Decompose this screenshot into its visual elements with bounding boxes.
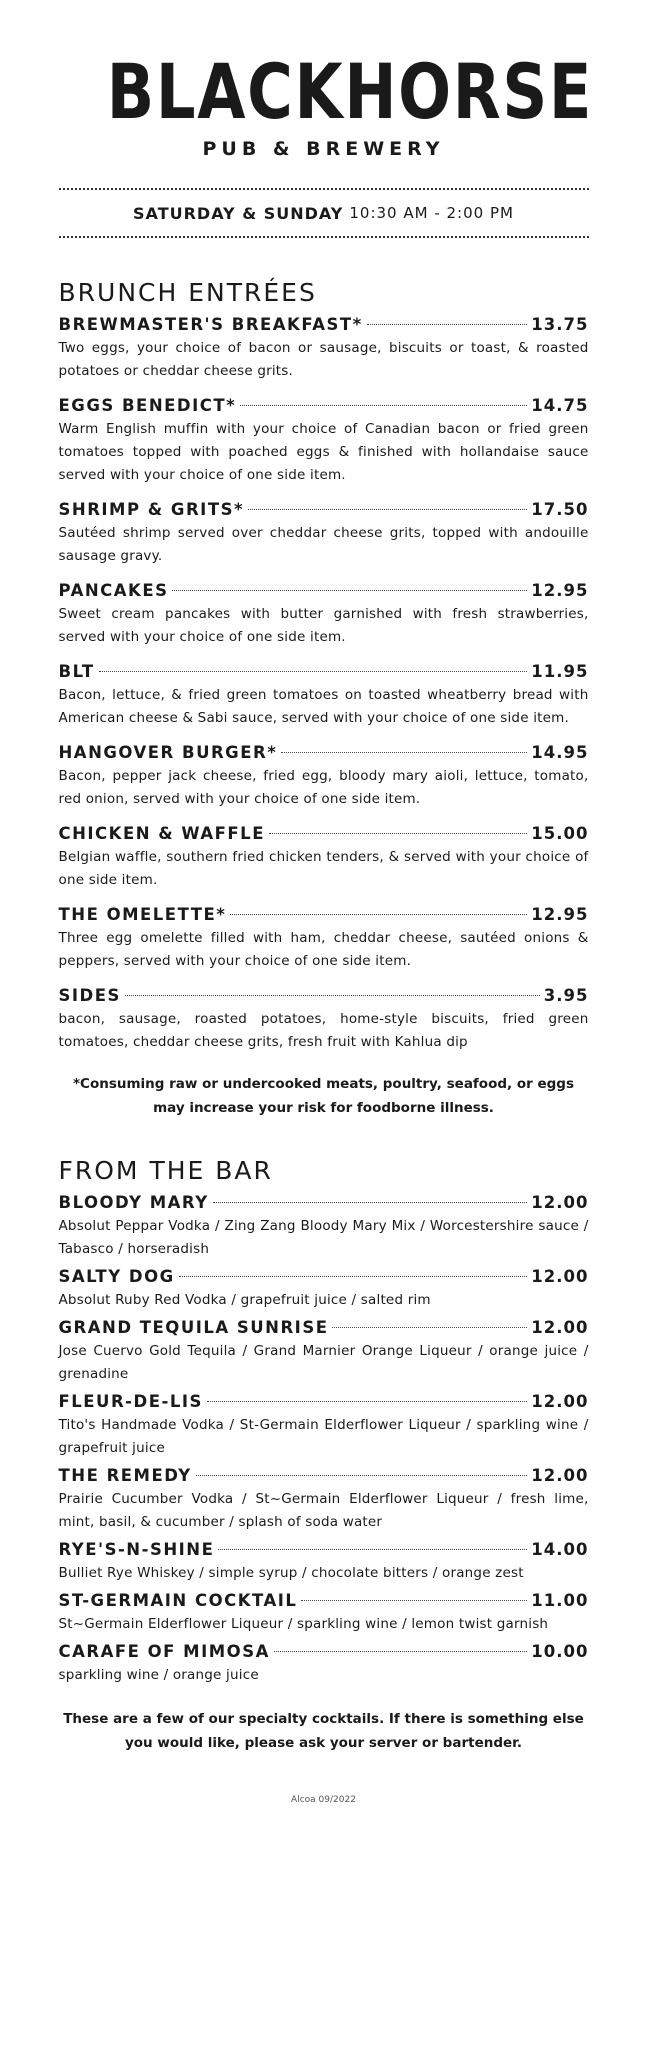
hours-time: 10:30 AM - 2:00 PM	[349, 204, 514, 222]
menu-item-price: 10.00	[531, 1642, 589, 1661]
menu-item-description: Warm English muffin with your choice of Canadian bacon or fried green tomatoes topped with poached eggs & finished with hollandaise sauce served with your choice of one side item.	[58, 421, 589, 483]
menu-item	[59, 313, 589, 383]
menu-item-name: SIDES	[58, 986, 121, 1005]
menu-item-header	[59, 741, 589, 765]
menu-item-description: sparkling wine / orange juice	[58, 1667, 259, 1683]
menu-page	[58, 47, 593, 1805]
dot-leader	[172, 590, 527, 591]
dot-leader	[179, 1276, 528, 1277]
dot-leader	[301, 1600, 527, 1601]
menu-item-header	[59, 1390, 589, 1414]
menu-item-name: CARAFE OF MIMOSA	[58, 1642, 270, 1661]
menu-item-price: 3.95	[543, 986, 589, 1005]
brunch-items	[59, 313, 589, 1054]
menu-item-header	[59, 394, 589, 418]
menu-item-description: bacon, sausage, roasted potatoes, home-style biscuits, fried green tomatoes, cheddar cheese grits, fresh fruit with Kahlua dip	[58, 1011, 589, 1050]
menu-item-price: 11.95	[531, 662, 589, 681]
menu-item	[59, 984, 589, 1054]
menu-item-price: 12.95	[531, 581, 589, 600]
menu-item-header	[59, 903, 589, 927]
menu-item-description: Bulliet Rye Whiskey / simple syrup / chocolate bitters / orange zest	[58, 1565, 524, 1581]
menu-item-header	[59, 1640, 589, 1664]
menu-item	[59, 1538, 589, 1585]
section-title-bar: FROM THE BAR	[58, 1156, 273, 1185]
logo-subtitle: PUB & BREWERY	[202, 138, 445, 160]
menu-item	[59, 660, 589, 730]
menu-item-name: CHICKEN & WAFFLE	[58, 824, 265, 843]
dot-leader	[99, 671, 528, 672]
menu-item-price: 12.00	[531, 1267, 589, 1286]
menu-item-header	[59, 1191, 589, 1215]
dot-leader	[218, 1549, 527, 1550]
menu-item-name: PANCAKES	[58, 581, 169, 600]
menu-item	[59, 903, 589, 973]
menu-item-description: Sweet cream pancakes with butter garnished with fresh strawberries, served with your choice of one side item.	[58, 606, 589, 645]
menu-item-name: EGGS BENEDICT*	[58, 396, 237, 415]
menu-item-price: 15.00	[531, 824, 589, 843]
menu-item-description: Sautéed shrimp served over cheddar cheese grits, topped with andouille sausage gravy.	[58, 525, 589, 564]
cocktail-note: These are a few of our specialty cocktails. If there is something else you would like, please ask your server or bartender.	[63, 1711, 584, 1751]
menu-item-price: 17.50	[531, 500, 589, 519]
menu-item-header	[59, 579, 589, 603]
menu-item-description: Three egg omelette filled with ham, cheddar cheese, sautéed onions & peppers, served with your choice of one side item.	[58, 930, 589, 969]
bar-items	[59, 1191, 589, 1687]
menu-item	[59, 1265, 589, 1312]
foodborne-illness-note: *Consuming raw or undercooked meats, poultry, seafood, or eggs may increase your risk for foodborne illness.	[72, 1076, 574, 1116]
menu-item-description: Bacon, pepper jack cheese, fried egg, bloody mary aioli, lettuce, tomato, red onion, served with your choice of one side item.	[58, 768, 589, 807]
menu-item-name: THE OMELETTE*	[58, 905, 227, 924]
footer-code: Alcoa 09/2022	[291, 1795, 356, 1805]
dot-leader	[281, 752, 527, 753]
menu-item-price: 12.00	[531, 1466, 589, 1485]
menu-item	[59, 1191, 589, 1261]
menu-item-price: 12.00	[531, 1193, 589, 1212]
menu-item-price: 12.00	[531, 1392, 589, 1411]
menu-item-header	[59, 1589, 589, 1613]
menu-item-description: Absolut Peppar Vodka / Zing Zang Bloody Mary Mix / Worcestershire sauce / Tabasco / horseradish	[58, 1218, 589, 1257]
dot-leader	[196, 1475, 528, 1476]
menu-item-name: BLOODY MARY	[58, 1193, 209, 1212]
menu-item-description: Tito's Handmade Vodka / St-Germain Elderflower Liqueur / sparkling wine / grapefruit juice	[58, 1417, 589, 1456]
dot-leader	[125, 995, 540, 996]
menu-item-price: 11.00	[531, 1591, 589, 1610]
menu-item-description: Absolut Ruby Red Vodka / grapefruit juice / salted rim	[58, 1292, 431, 1308]
menu-item	[59, 822, 589, 892]
menu-item	[59, 1589, 589, 1636]
dot-leader	[230, 914, 527, 915]
menu-item-price: 12.95	[531, 905, 589, 924]
dot-leader	[332, 1327, 527, 1328]
hours-banner	[59, 188, 589, 238]
dot-leader	[207, 1401, 527, 1402]
menu-item-header	[59, 313, 589, 337]
menu-item-name: SALTY DOG	[58, 1267, 175, 1286]
menu-item-header	[59, 1265, 589, 1289]
menu-item	[59, 1316, 589, 1386]
menu-item-name: SHRIMP & GRITS*	[58, 500, 245, 519]
menu-item	[59, 741, 589, 811]
menu-item	[59, 1390, 589, 1460]
dot-leader	[240, 405, 527, 406]
menu-item-description: Two eggs, your choice of bacon or sausage, biscuits or toast, & roasted potatoes or cheddar cheese grits.	[58, 340, 589, 379]
menu-item-name: ST-GERMAIN COCKTAIL	[58, 1591, 298, 1610]
menu-item-description: Belgian waffle, southern fried chicken tenders, & served with your choice of one side item.	[58, 849, 589, 888]
dot-leader	[274, 1651, 527, 1652]
menu-item-header	[59, 984, 589, 1008]
menu-item	[59, 394, 589, 487]
menu-item-name: BREWMASTER'S BREAKFAST*	[58, 315, 363, 334]
menu-item-name: BLT	[58, 662, 95, 681]
menu-item-name: RYE'S-N-SHINE	[58, 1540, 215, 1559]
dot-leader	[248, 509, 527, 510]
menu-item-price: 14.95	[531, 743, 589, 762]
logo-wordmark: BLACKHORSE	[106, 47, 593, 136]
dot-leader	[213, 1202, 528, 1203]
menu-item-header	[59, 1464, 589, 1488]
menu-item-header	[59, 498, 589, 522]
menu-item-name: FLEUR-DE-LIS	[58, 1392, 203, 1411]
section-title-brunch: BRUNCH ENTRÉES	[58, 278, 317, 307]
menu-item-header	[59, 1538, 589, 1562]
menu-item-name: HANGOVER BURGER*	[58, 743, 278, 762]
menu-item-price: 12.00	[531, 1318, 589, 1337]
menu-item-price: 14.00	[531, 1540, 589, 1559]
menu-item-price: 13.75	[531, 315, 589, 334]
menu-item-description: Prairie Cucumber Vodka / St~Germain Elderflower Liqueur / fresh lime, mint, basil, & cucumber / splash of soda water	[58, 1491, 589, 1530]
menu-item-name: GRAND TEQUILA SUNRISE	[58, 1318, 329, 1337]
menu-item	[59, 1640, 589, 1687]
dot-leader	[367, 324, 528, 325]
menu-item-header	[59, 660, 589, 684]
menu-item	[59, 498, 589, 568]
menu-item	[59, 579, 589, 649]
menu-item-description: Bacon, lettuce, & fried green tomatoes on toasted wheatberry bread with American cheese & Sabi sauce, served with your choice of one side item.	[58, 687, 589, 726]
menu-item-name: THE REMEDY	[58, 1466, 192, 1485]
hours-days: SATURDAY & SUNDAY	[133, 203, 344, 223]
menu-item-description: St~Germain Elderflower Liqueur / sparkling wine / lemon twist garnish	[58, 1616, 549, 1632]
menu-item-price: 14.75	[531, 396, 589, 415]
dot-leader	[269, 833, 527, 834]
menu-item-description: Jose Cuervo Gold Tequila / Grand Marnier Orange Liqueur / orange juice / grenadine	[58, 1343, 589, 1382]
menu-item	[59, 1464, 589, 1534]
menu-item-header	[59, 822, 589, 846]
menu-item-header	[59, 1316, 589, 1340]
